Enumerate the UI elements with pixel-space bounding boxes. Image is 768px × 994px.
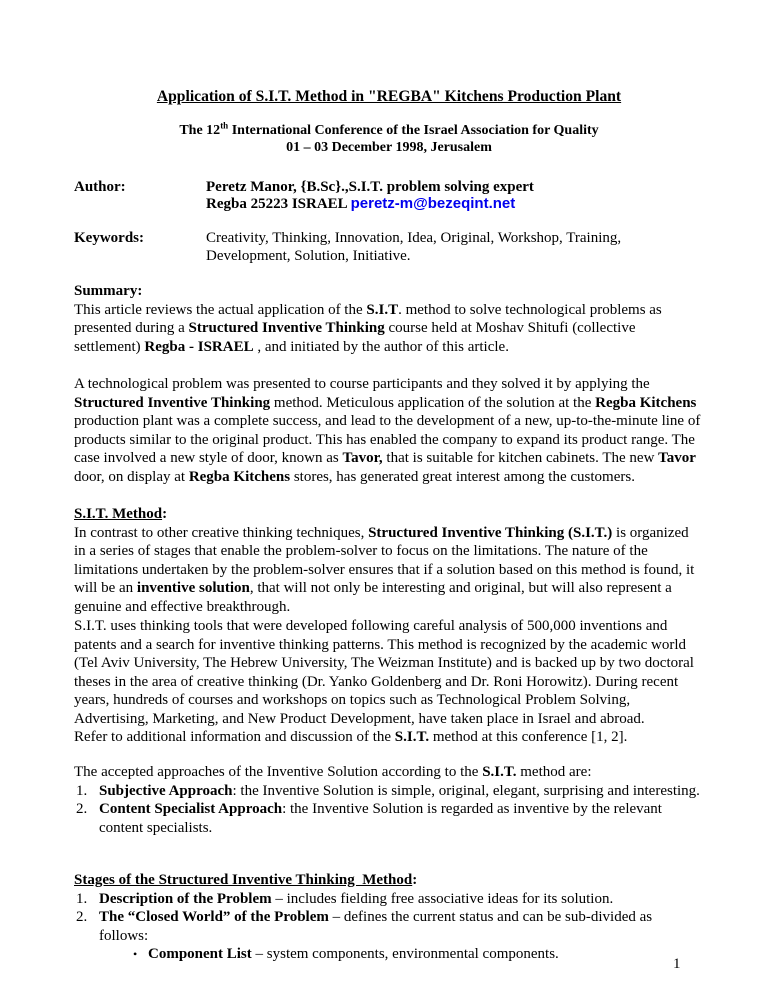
approaches-list: [74, 782, 704, 838]
summary-heading: Summary:: [74, 283, 143, 299]
conference-line-2: 01 – 03 December 1998, Jerusalem: [286, 140, 492, 155]
author-label: Author:: [74, 179, 126, 195]
list-item: 2. The “Closed World” of the Problem – defines the current status and can be sub-divided as follows:: [76, 909, 653, 944]
keywords-label: Keywords:: [74, 230, 144, 246]
sit-method-heading: S.I.T. Method:: [74, 506, 168, 522]
keywords-line-2: Development, Solution, Initiative.: [206, 248, 411, 264]
bullet-icon: •: [133, 947, 138, 962]
conference-info: [74, 122, 704, 156]
stages-section: [74, 871, 704, 964]
list-item: 1. Subjective Approach: the Inventive Solution is simple, original, elegant, surprising and interesting.: [76, 782, 700, 799]
list-item: • Component List – system components, environmental components.: [133, 946, 559, 963]
summary-paragraph-1: This article reviews the actual application of the S.I.T. method to solve technological problems as presented during a Structured Inventive Thinking course held at Moshav Shitufi (collective settlement) Regba - ISRAEL , and initiated by the author of this article.: [74, 301, 662, 355]
sit-method-section: [74, 505, 704, 617]
author-line-1: Peretz Manor, {B.Sc}.,S.I.T. problem solving expert: [206, 179, 534, 195]
author-line-2: Regba 25223 ISRAEL peretz-m@bezeqint.net: [206, 195, 516, 212]
sit-paragraph-2: S.I.T. uses thinking tools that were developed following careful analysis of 500,000 inventions and patents and a search for inventive thinking patterns. This method is recognized by the academic world (Tel Aviv University, The Hebrew University, The Weizman Institute) and is backed up by two doctoral theses in the area of creative thinking (Dr. Yanko Goldenberg and Dr. Roni Horowitz). During recent years, hundreds of courses and workshops on topics such as Technological Problem Solving, Advertising, Marketing, and New Product Development, have taken place in Israel and abroad.: [74, 618, 694, 727]
list-item: 2. Content Specialist Approach: the Inventive Solution is regarded as inventive by the relevant content specialists.: [76, 801, 662, 836]
author-email-link[interactable]: peretz-m@bezeqint.net: [350, 195, 516, 212]
summary-section: [74, 282, 704, 356]
keywords-line-1: Creativity, Thinking, Innovation, Idea, Original, Workshop, Training,: [206, 230, 622, 246]
document-title: Application of S.I.T. Method in "REGBA" Kitchens Production Plant: [156, 88, 622, 105]
summary-paragraph-2: A technological problem was presented to course participants and they solved it by applying the Structured Inventive Thinking method. Meticulous application of the solution at the Regba Kitchens production plant was a complete success, and lead to the development of a new, up-to-the-minute line of products similar to the original product. This has enabled the company to expand its product range. The case involved a new style of door, known as Tavor, that is suitable for kitchen cabinets. The new Tavor door, on display at Regba Kitchens stores, has generated great interest among the customers.: [74, 376, 701, 485]
sit-paragraph-4: The accepted approaches of the Inventive Solution according to the S.I.T. method are:: [74, 764, 592, 780]
sit-approaches: [74, 763, 704, 837]
sit-paragraph-3: Refer to additional information and discussion of the S.I.T. method at this conference [1, 2].: [74, 729, 628, 745]
stages-heading: Stages of the Structured Inventive Thinking Method:: [74, 872, 418, 888]
list-item: 1. Description of the Problem – includes fielding free associative ideas for its solution.: [76, 890, 614, 907]
stages-list: [74, 890, 704, 946]
sit-paragraph-1: In contrast to other creative thinking techniques, Structured Inventive Thinking (S.I.T.) is organized in a series of stages that enable the problem-solver to focus on the limitations. The nature of the limitations undertaken by the problem-solver ensures that if a solution based on this method is found, it will be an inventive solution, that will not only be interesting and original, but will also represent a genuine and effective breakthrough.: [74, 524, 695, 615]
page-number: 1: [673, 956, 681, 972]
conference-line-1: The 12th International Conference of the Israel Association for Quality: [179, 120, 599, 138]
